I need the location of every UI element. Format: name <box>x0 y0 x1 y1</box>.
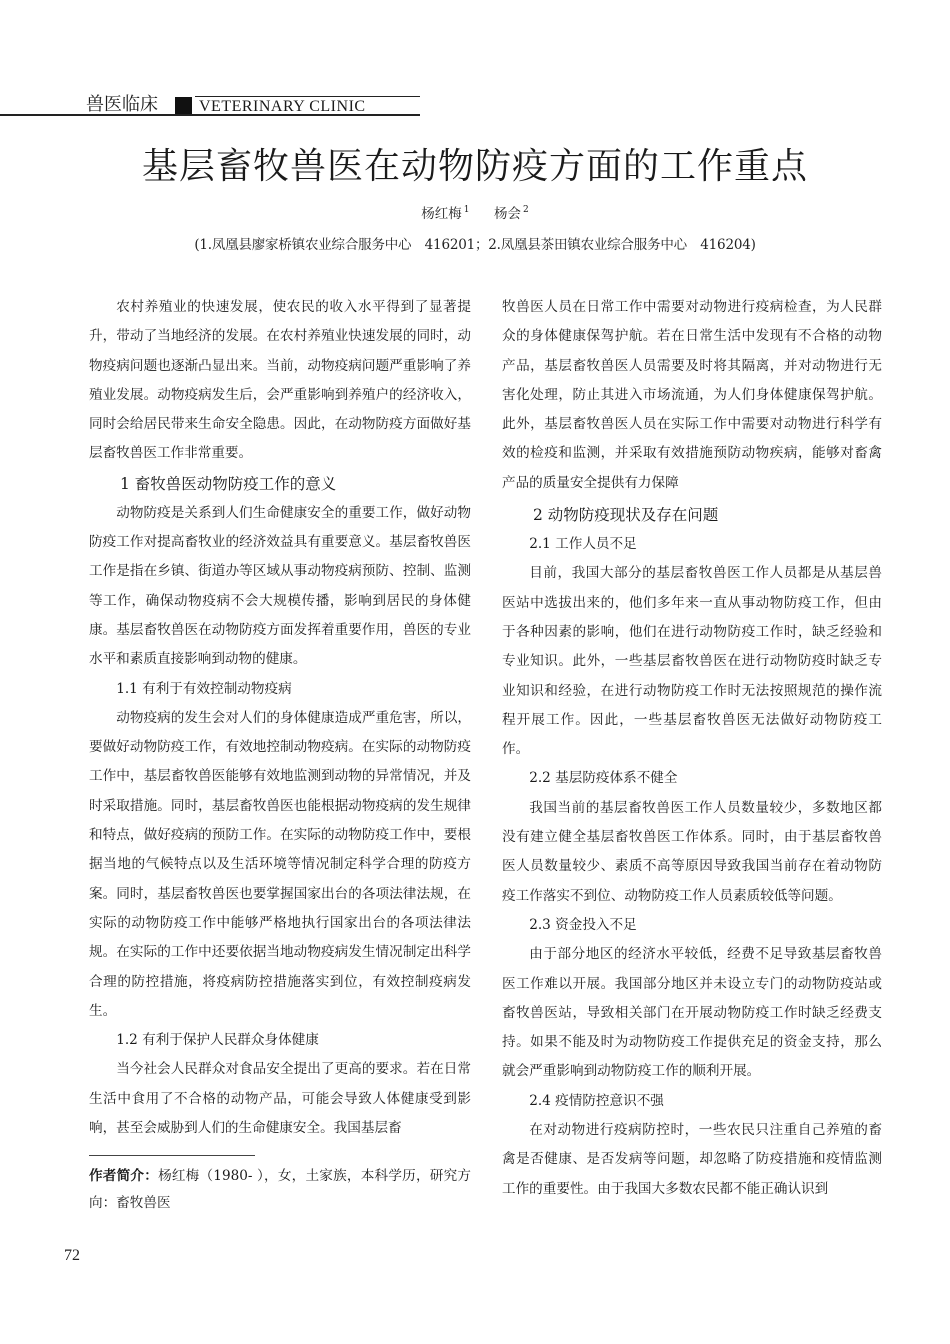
affiliation: (1.凤凰县廖家桥镇农业综合服务中心 416201；2.凤凰县茶田镇农业综合服务中心 416204) <box>194 237 756 253</box>
subsection-heading: 2.2 基层防疫体系不健全 <box>529 770 678 787</box>
intro-paragraph: 农村养殖业的快速发展，使农民的收入水平得到了显著提升，带动了当地经济的发展。在农村养殖业快速发展的同时，动物疫病问题也逐渐凸显出来。当前，动物疫病问题严重影响了养殖业发展。动物疫病发生后，会严重影响到养殖户的经济收入，同时会给居民带来生命安全隐患。因此，在动物防疫方面做好基层畜牧兽医工作非常重要。 <box>89 299 471 462</box>
section-tag: 兽医临床 <box>86 94 158 115</box>
body-paragraph: 动物防疫是关系到人们生命健康安全的重要工作，做好动物防疫工作对提高畜牧业的经济效益具有重要意义。基层畜牧兽医工作是指在乡镇、街道办等区域从事动物疫病预防、控制、监测等工作，确保动物疫病不会大规模传播，影响到居民的身体健康。基层畜牧兽医在动物防疫方面发挥着重要作用，兽医的专业水平和素质直接影响到动物的健康。 <box>89 504 471 668</box>
subsection-heading: 1.2 有利于保护人民群众身体健康 <box>116 1032 319 1049</box>
footnote-rule <box>89 1155 255 1156</box>
header-rule-top <box>195 96 420 97</box>
body-paragraph: 由于部分地区的经济水平较低，经费不足导致基层畜牧兽医工作难以开展。我国部分地区并未设立专门的动物防疫站或畜牧兽医站，导致相关部门在开展动物防疫工作时缺乏经费支持。如果不能及时为动物防疫工作提供充足的资金支持，那么就会严重影响到动物防疫工作的顺利开展。 <box>502 946 882 1080</box>
body-paragraph: 在对动物进行疫病防控时，一些农民只注重自己养殖的畜禽是否健康、是否发病等问题，却忽略了防疫措施和疫情监测工作的重要性。由于我国大多数农民都不能正确认识到 <box>502 1122 882 1197</box>
author-line <box>0 202 950 222</box>
author-name: 杨红梅 <box>421 206 462 222</box>
author-affil-mark: 2 <box>523 205 529 215</box>
section-tag-english: VETERINARY CLINIC <box>199 98 366 115</box>
author-name: 杨会 <box>494 206 522 222</box>
body-paragraph: 当今社会人民群众对食品安全提出了更高的要求。若在日常生活中食用了不合格的动物产品，可能会导致人体健康受到影响，甚至会威胁到人们的生命健康安全。我国基层畜 <box>89 1061 471 1137</box>
section-square-icon <box>175 97 192 114</box>
body-paragraph: 动物疫病的发生会对人们的身体健康造成严重危害，所以，要做好动物防疫工作，有效地控制动物疫病。在实际的动物防疫工作中，基层畜牧兽医能够有效地监测到动物的异常情况，并及时采取措施。同时，基层畜牧兽医也能根据动物疫病的发生规律和特点，做好疫病的预防工作。在实际的动物防疫工作中，要根据当地的气候特点以及生活环境等情况制定科学合理的防疫方案。同时，基层畜牧兽医也要掌握国家出台的各项法律法规，在实际的动物防疫工作中能够严格地执行国家出台的各项法律法规。在实际的工作中还要依据当地动物疫病发生情况制定出科学合理的防控措施，将疫病防控措施落实到位，有效控制疫病发生。 <box>89 709 471 1019</box>
author-footnote <box>89 1163 471 1217</box>
page-number: 72 <box>64 1247 80 1264</box>
section-heading: 1 畜牧兽医动物防疫工作的意义 <box>120 474 337 493</box>
body-paragraph: 我国当前的基层畜牧兽医工作人员数量较少，多数地区都没有建立健全基层畜牧兽医工作体系。同时，由于基层畜牧兽医人员数量较少、素质不高等原因导致我国当前存在着动物防疫工作落实不到位、动物防疫工作人员素质较低等问题。 <box>502 799 882 904</box>
author-affil-mark: 1 <box>463 205 470 215</box>
body-paragraph: 目前，我国大部分的基层畜牧兽医工作人员都是从基层兽医站中选拔出来的，他们多年来一直从事动物防疫工作，但由于各种因素的影响，他们在进行动物防疫工作时，缺乏经验和专业知识。此外，一些基层畜牧兽医在进行动物防疫时缺乏专业知识和经验，在进行动物防疫工作时无法按照规范的操作流程开展工作。因此，一些基层畜牧兽医无法做好动物防疫工作。 <box>502 565 882 758</box>
left-column <box>89 293 471 1143</box>
subsection-heading: 2.3 资金投入不足 <box>529 916 637 933</box>
body-paragraph: 牧兽医人员在日常工作中需要对动物进行疫病检查，为人民群众的身体健康保驾护航。若在日常生活中发现有不合格的动物产品，基层畜牧兽医人员需要及时将其隔离，并对动物进行无害化处理，防止其进入市场流通，为人们身体健康保驾护航。此外，基层畜牧兽医人员在实际工作中需要对动物进行科学有效的检疫和监测，并采取有效措施预防动物疾病，能够对畜禽产品的质量安全提供有力保障 <box>502 299 882 491</box>
subsection-heading: 2.1 工作人员不足 <box>529 536 637 553</box>
footnote-text: 杨红梅（1980- ），女，土家族，本科学历，研究方向：畜牧兽医 <box>89 1168 471 1211</box>
article-title: 基层畜牧兽医在动物防疫方面的工作重点 <box>141 146 808 187</box>
footnote-label: 作者简介： <box>89 1168 159 1184</box>
subsection-heading: 2.4 疫情防控意识不强 <box>529 1092 664 1109</box>
right-column <box>502 293 882 1204</box>
subsection-heading: 1.1 有利于有效控制动物疫病 <box>116 680 292 697</box>
section-heading: 2 动物防疫现状及存在问题 <box>533 506 719 525</box>
